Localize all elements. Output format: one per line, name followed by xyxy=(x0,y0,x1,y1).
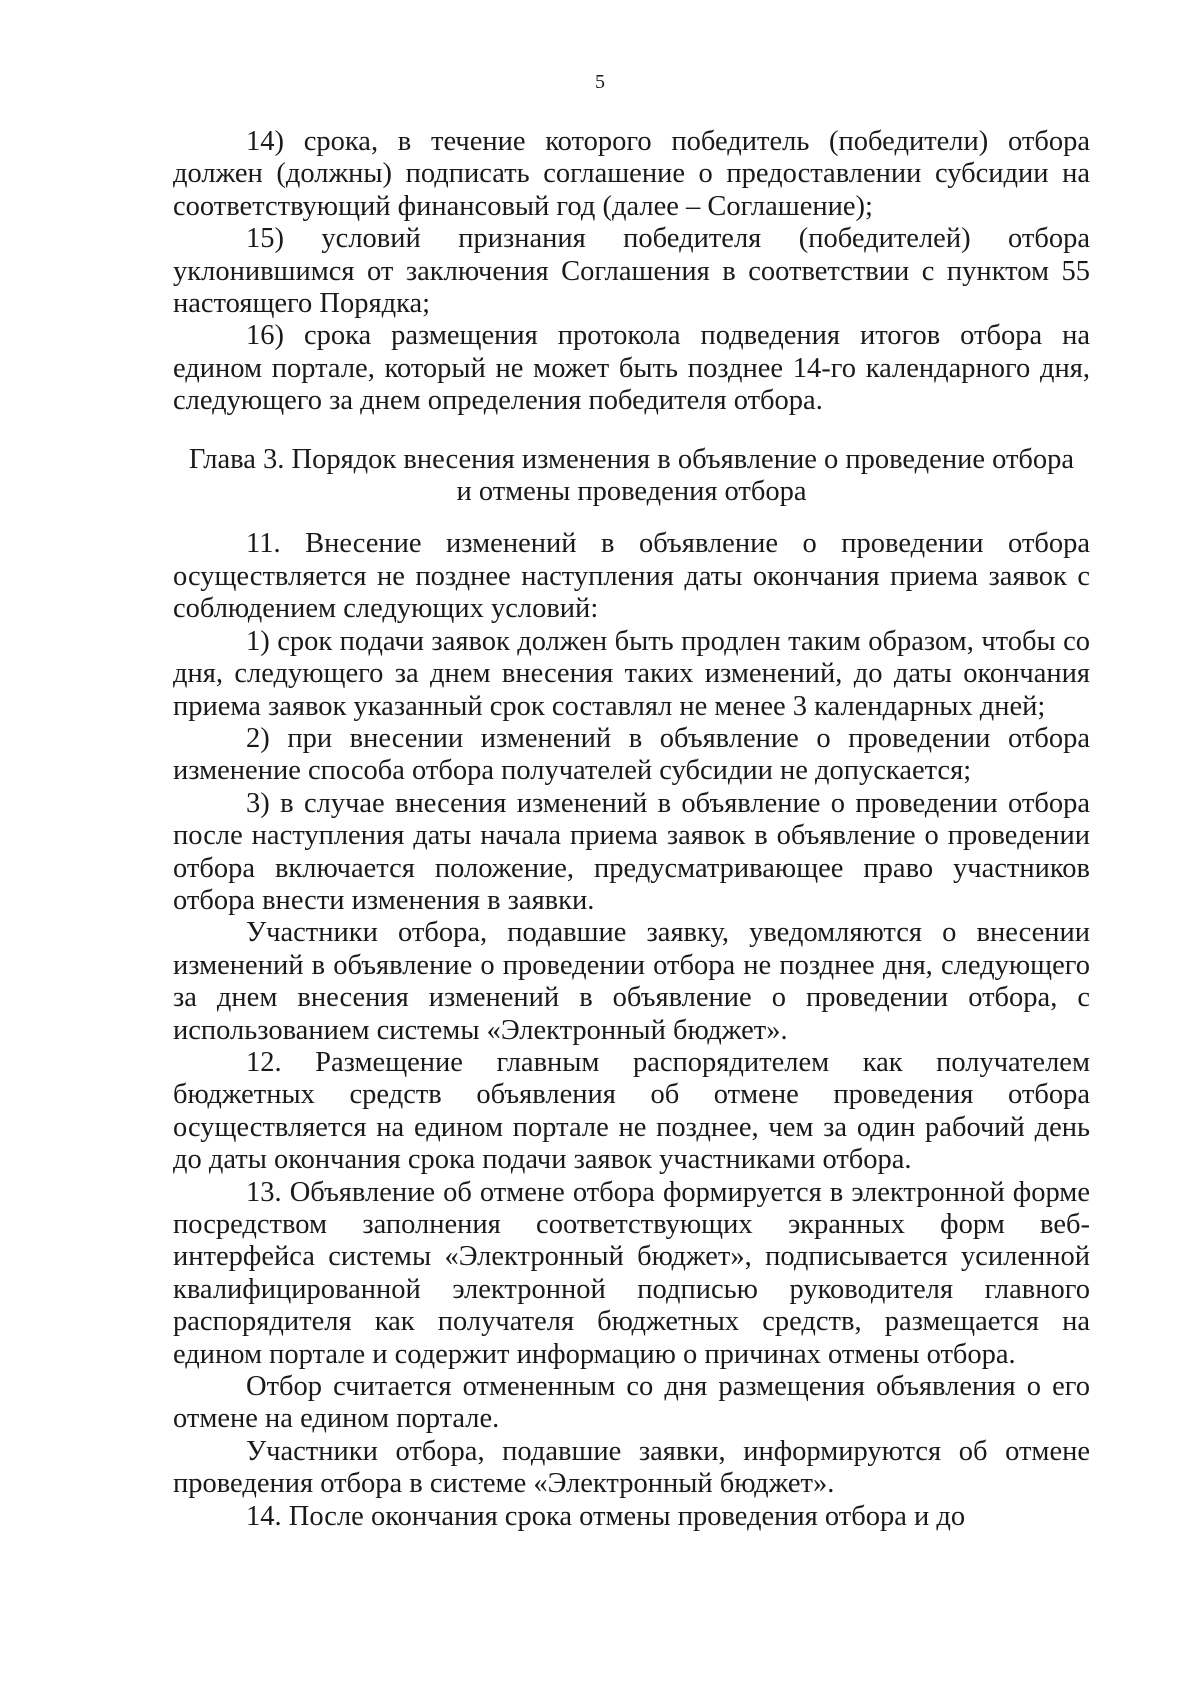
page-number: 5 xyxy=(595,71,605,93)
list-item-15: 15) условий признания победителя (победителей) отбора уклонившимся от заключения Соглашения в соответствии с пунктом 55 настоящего Порядка; xyxy=(173,223,1090,320)
clause-11-item-3: 3) в случае внесения изменений в объявление о проведении отбора после наступления даты начала приема заявок в объявление о проведении отбора включается положение, предусматривающее право участников отбора внести изменения в заявки. xyxy=(173,787,1090,916)
clause-14: 14. После окончания срока отмены проведения отбора и до xyxy=(246,1500,966,1532)
clause-13-cancellation: Отбор считается отмененным со дня размещения объявления о его отмене на едином портале. xyxy=(173,1371,1090,1435)
clause-11-item-1: 1) срок подачи заявок должен быть продлен таким образом, чтобы со дня, следующего за днем внесения таких изменений, до даты окончания приема заявок указанный срок составлял не менее 3 календарных дней; xyxy=(173,625,1090,722)
chapter-heading xyxy=(173,444,1090,509)
clause-11-notice: Участники отбора, подавшие заявку, уведомляются о внесении изменений в объявление о проведении отбора не позднее дня, следующего за днем внесения изменений в объявление о проведении отбора, с использованием системы «Электронный бюджет». xyxy=(173,917,1090,1046)
chapter-heading-line2: и отмены проведения отбора xyxy=(456,476,807,508)
clause-13-participants: Участники отбора, подавшие заявки, информируются об отмене проведения отбора в системе «Электронный бюджет». xyxy=(173,1435,1090,1500)
clause-11-item-2: 2) при внесении изменений в объявление о проведении отбора изменение способа отбора получателей субсидии не допускается; xyxy=(173,722,1090,787)
list-item-14: 14) срока, в течение которого победитель (победители) отбора должен (должны) подписать соглашение о предоставлении субсидии на соответствующий финансовый год (далее – Соглашение); xyxy=(173,126,1090,222)
clause-13: 13. Объявление об отмене отбора формируется в электронной форме посредством заполнения соответствующих экранных форм веб-интерфейса системы «Электронный бюджет», подписывается усиленной квалифицированной электронной подписью руководителя главного распорядителя как получателя бюджетных средств, размещается на едином портале и содержит информацию о причинах отмены отбора. xyxy=(173,1176,1090,1370)
list-item-16: 16) срока размещения протокола подведения итогов отбора на едином портале, который не может быть позднее 14-го календарного дня, следующего за днем определения победителя отбора. xyxy=(173,320,1090,417)
chapter-heading-line1: Глава 3. Порядок внесения изменения в объявление о проведение отбора xyxy=(188,443,1075,475)
clause-11: 11. Внесение изменений в объявление о проведении отбора осуществляется не позднее наступления даты окончания приема заявок с соблюдением следующих условий: xyxy=(173,528,1090,625)
clause-12: 12. Размещение главным распорядителем как получателем бюджетных средств объявления об отмене проведения отбора осуществляется на едином портале не позднее, чем за один рабочий день до даты окончания срока подачи заявок участниками отбора. xyxy=(173,1046,1090,1176)
document-body xyxy=(173,126,1090,1533)
